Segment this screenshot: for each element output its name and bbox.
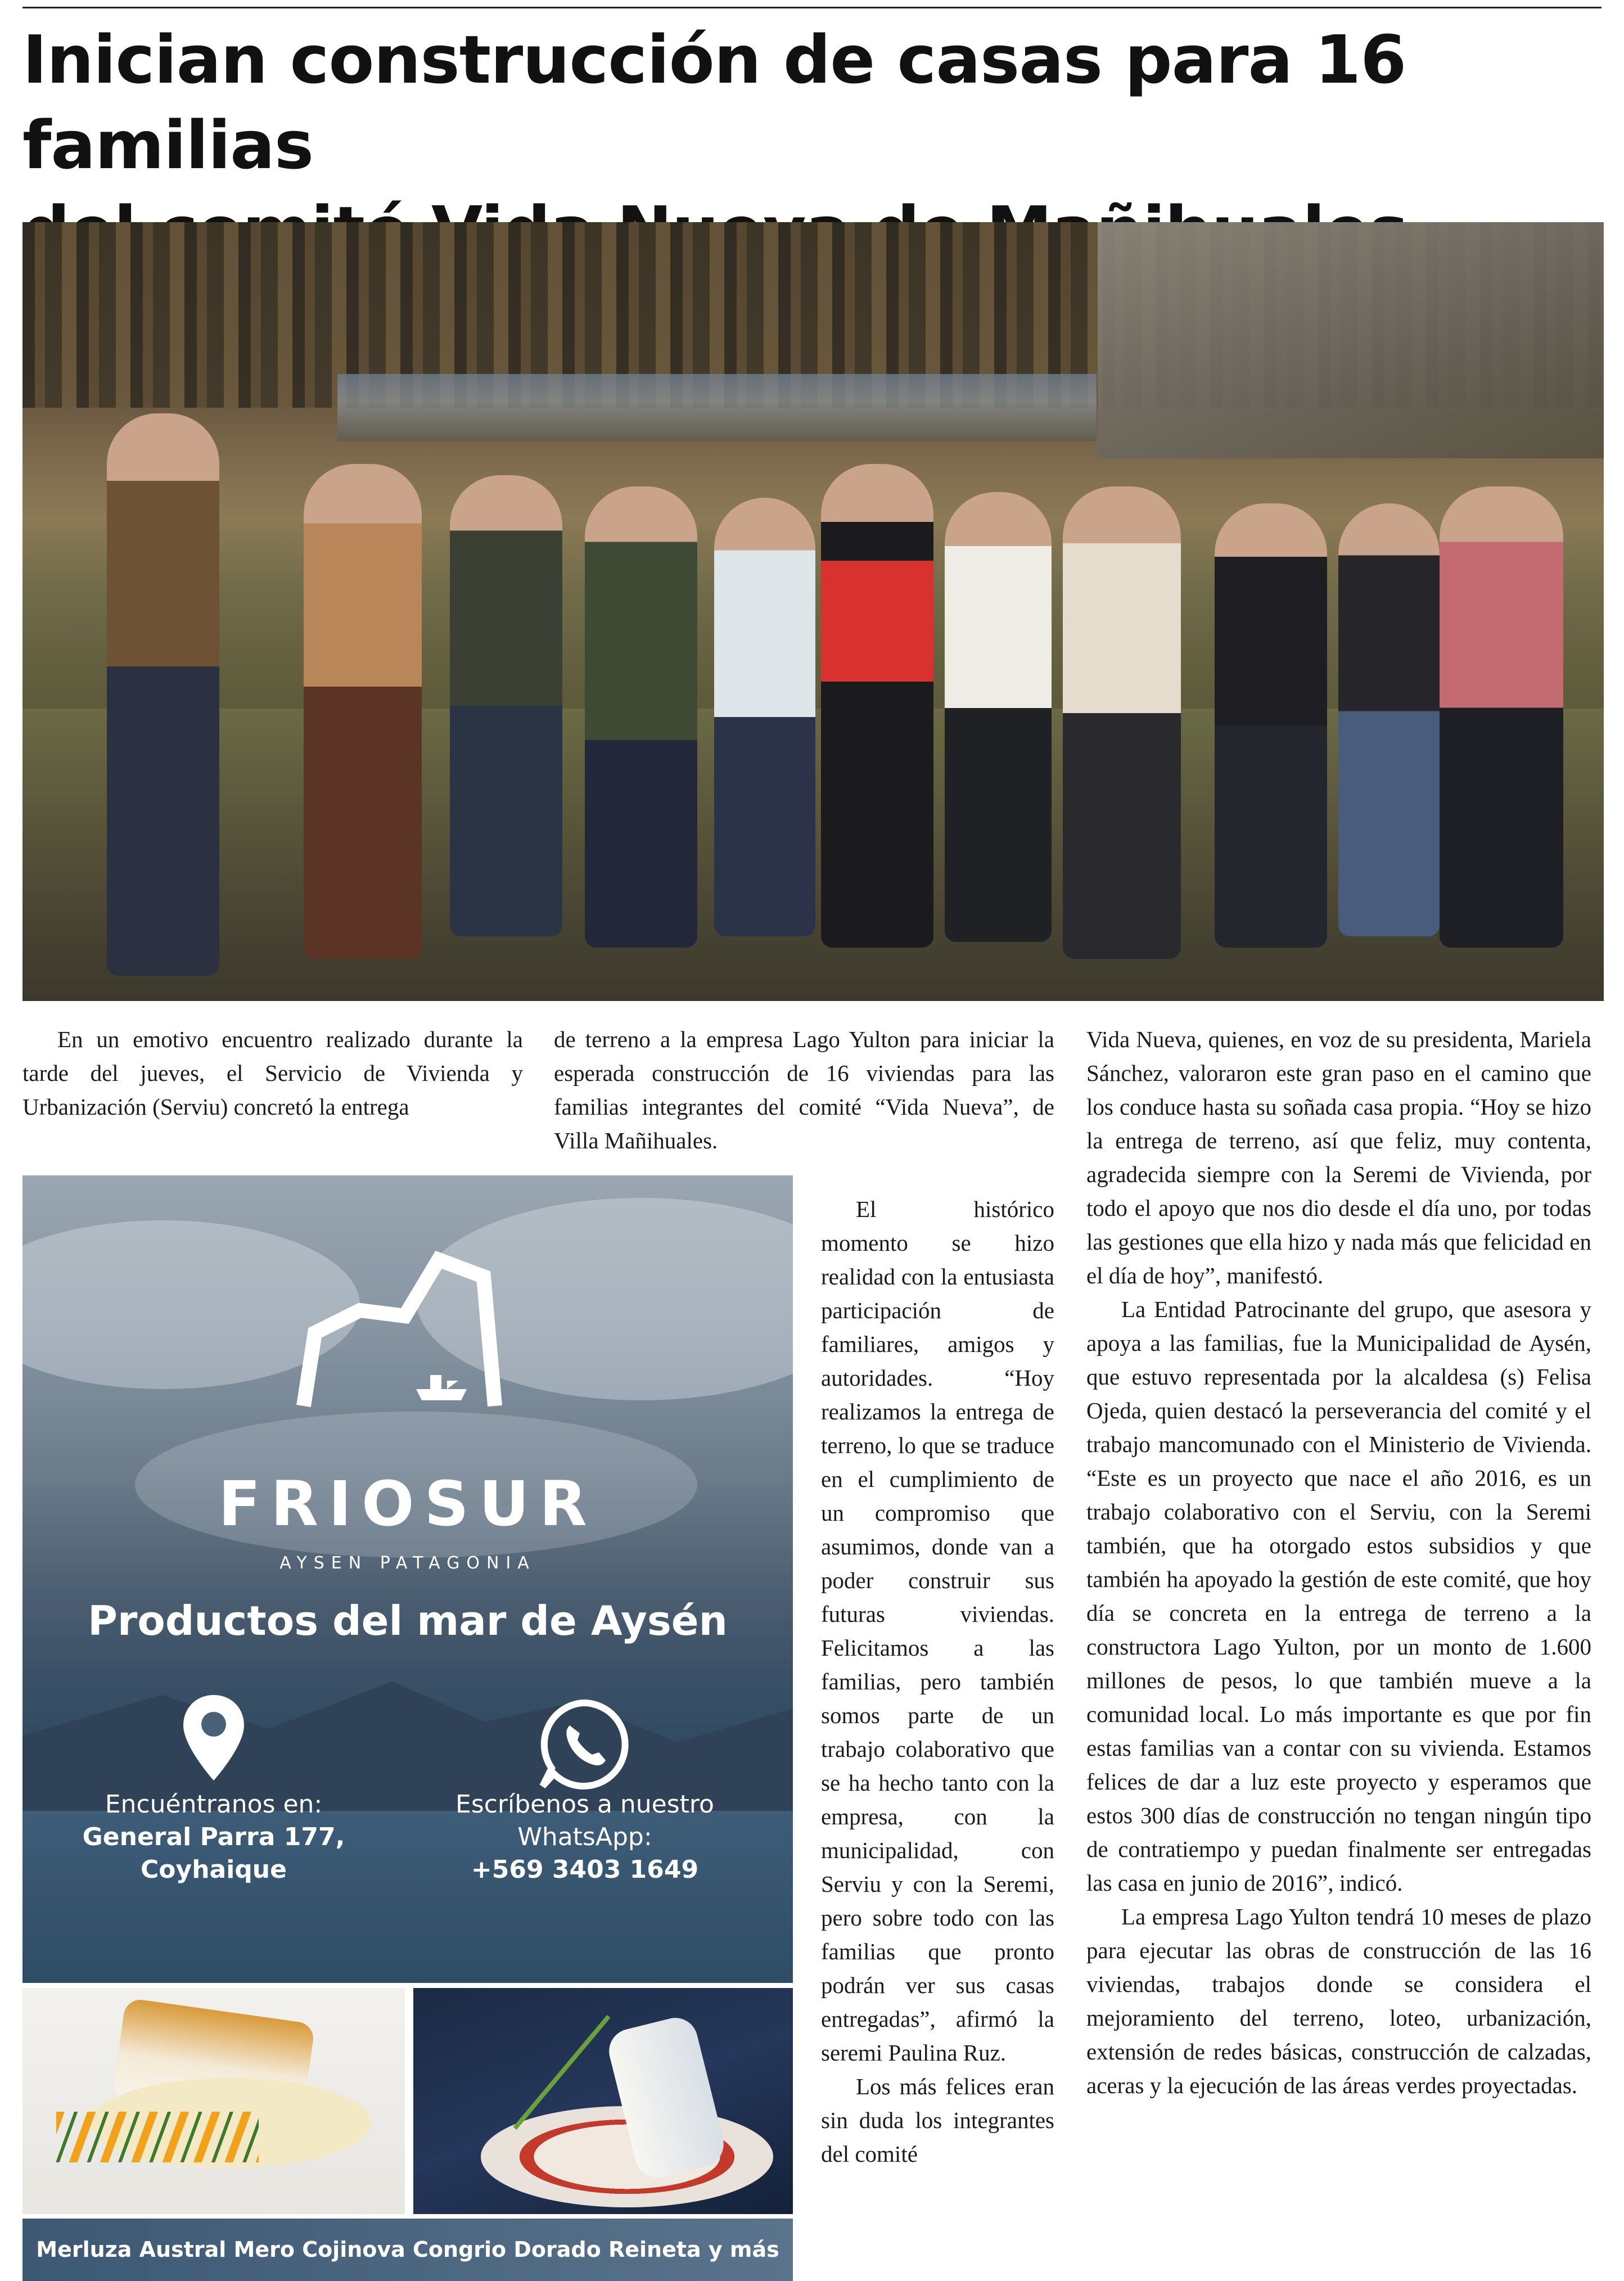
vegetables [56,2112,259,2162]
ad-brand-sub: AYSEN PATAGONIA [279,1553,536,1573]
photo-person [945,492,1052,942]
ad-footer-products: Merluza Austral Mero Cojinova Congrio Dorado Reineta y más [22,2219,793,2281]
ad-address-line-2: Coyhaique [141,1855,287,1884]
ad-address-label: Encuéntranos en: [105,1790,323,1819]
article-column-2-top [554,1022,1054,1157]
photo-person [821,464,933,948]
ad-tagline: Productos del mar de Aysén [88,1597,728,1644]
article-paragraph: La empresa Lago Yulton tendrá 10 meses de plazo para ejecutar las obras de construcción de las 16 viviendas, trabajos donde se considera el mejoramiento del terreno, loteo, urbanización, extensión de redes básicas, construcción de calzadas, aceras y la ejecución de las áreas verdes proyectadas. [1086,1904,1591,2098]
article-paragraph: Vida Nueva, quienes, en voz de su presidenta, Mariela Sánchez, valoraron este gran paso en el camino que los conduce hasta su soñada casa propia. “Hoy se hizo la entrega de terreno, así que feliz, muy contenta, agradecida siempre con la Seremi de Vivienda, por todo el apoyo que nos dio desde el día uno, por todas las gestiones que ella hizo y nada más que felicidad en el día de hoy”, manifestó. [1086,1026,1591,1288]
ad-whatsapp-number: +569 3403 1649 [471,1855,699,1884]
article-column-1 [22,1022,523,1124]
photo-person [1440,486,1563,948]
ad-address-line-1: General Parra 177, [82,1823,345,1851]
headline-line-1: Inician construcción de casas para 16 familias [22,21,1406,184]
ad-whatsapp-label-1: Escríbenos a nuestro [455,1790,714,1819]
photo-person [1338,503,1440,936]
header-rule [22,0,1602,8]
friosur-logo [292,1248,529,1417]
article-paragraph: de terreno a la empresa Lago Yulton para iniciar la esperada construcción de 16 viviendas para las familias integrantes del comité “Vida Nueva”, de Villa Mañihuales. [554,1026,1054,1153]
whatsapp-icon [537,1698,630,1791]
article-column-2 [821,1192,1054,2171]
group-photo [22,222,1604,1001]
ad-food-photo-fish [22,1988,405,2214]
photo-person [714,498,815,936]
ad-food-photo-dish [413,1988,793,2214]
article-paragraph: La Entidad Patrocinante del grupo, que asesora y apoya a las familias, fue la Municipalidad de Aysén, que estuvo representada por la alcaldesa (s) Felisa Ojeda, quien destacó la perseverancia del comité y el trabajo mancomunado con el Ministerio de Vivienda. “Este es un proyecto que nace el año 2016, es un trabajo colaborativo con el Serviu, con la Seremi también, que ha otorgado estos subsidios y que también ha apoyado la gestión de este comité, que hoy día se concreta en la entrega de terreno a la constructora Lago Yulton, por un monto de 1.600 millones de pesos, lo que también mueve a la comunidad local. Lo más importante es que por fin estas familias van a contar con su vivienda. Estamos felices de dar a luz este proyecto y esperamos que estos 300 días de construcción no tengan ningún tipo de contratiempo y puedan finalmente ser entregadas las casa en junio de 2016”, indicó. [1086,1296,1591,1896]
photo-houses [337,374,1097,441]
article-column-3 [1086,1022,1591,2102]
ad-whatsapp-label-2: WhatsApp: [517,1823,652,1851]
ad-address [73,1788,354,1886]
ad-whatsapp [427,1788,742,1886]
article-paragraph: Los más felices eran sin duda los integrantes del comité [821,2073,1054,2167]
article-paragraph: El histórico momento se hizo realidad con la entusiasta participación de familiares, amigos y autoridades. “Hoy realizamos la entrega de terreno, lo que se traduce en el cumplimiento de un compromiso que asumimos, donde van a poder construir sus futuras viviendas. Felicitamos a las familias, pero también somos parte de un trabajo colaborativo que se ha hecho tanto con la empresa, con la municipalidad, con Serviu y con la Seremi, pero sobre todo con las familias que pronto podrán ver sus casas entregadas”, afirmó la seremi Paulina Ruz. [821,1196,1054,2066]
photo-person [304,464,422,959]
photo-person [107,413,219,976]
photo-cliff [1098,222,1604,458]
photo-person [450,475,562,936]
photo-person [585,486,697,948]
article-paragraph: En un emotivo encuentro realizado durante la tarde del jueves, el Servicio de Vivienda y Urbanización (Serviu) concretó la entrega [22,1026,523,1120]
photo-person [1063,486,1181,959]
ad-brand-name: FRIOSUR [218,1468,597,1540]
photo-person [1215,503,1327,948]
friosur-advertisement [22,1175,793,1983]
location-pin-icon [180,1693,247,1783]
